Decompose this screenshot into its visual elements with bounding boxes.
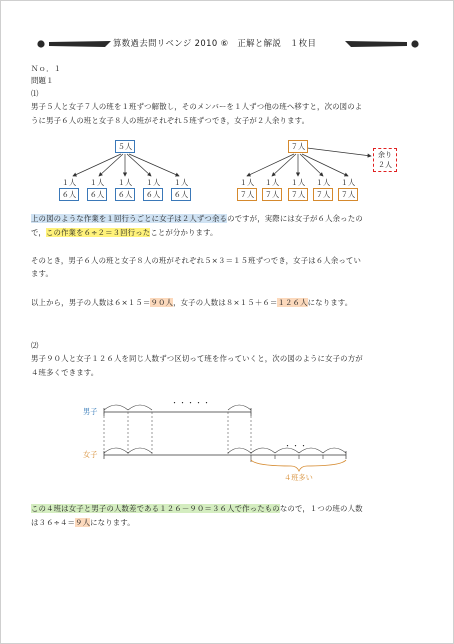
part2-label: ⑵ bbox=[31, 341, 39, 350]
boys-bar-ellipsis: ・・・・・ bbox=[171, 399, 211, 407]
header-bar-right bbox=[345, 41, 407, 47]
groups-line2: ます。 bbox=[31, 269, 54, 278]
groups-line1: そのとき，男子６人の班と女子８人の班がそれぞれ５×３＝１５班ずつでき，女子は６人余ってい bbox=[31, 256, 362, 265]
page-title: 算数過去問リベンジ 2010 ⑥ 正解と解説 １枚目 bbox=[113, 38, 317, 48]
boy-plus-label: １人 bbox=[89, 178, 105, 187]
part1-text-line1: 男子５人と女子７人の班を１班ずつ解散し，そのメンバーを１人ずつ他の班へ移すと，次の図のよ bbox=[31, 102, 363, 111]
header-decoration bbox=[1, 1, 454, 61]
extra-groups-brace bbox=[251, 460, 346, 471]
boy-group: ６人 bbox=[171, 188, 191, 201]
girl-plus-label: １人 bbox=[315, 178, 331, 187]
girl-group-before: ７人 bbox=[262, 188, 282, 201]
extra-bar-ellipsis: ・・・ bbox=[284, 442, 308, 450]
boy-group: ６人 bbox=[87, 188, 107, 201]
remainder-box bbox=[373, 148, 397, 172]
boy-plus-label: １人 bbox=[117, 178, 133, 187]
boy-group: ６人 bbox=[59, 188, 79, 201]
girl-group-before: ７人 bbox=[237, 188, 257, 201]
girls-bar-label: 女子 bbox=[83, 450, 98, 459]
part1-text-line2: うに男子６人の班と女子８人の班がそれぞれ５班ずつでき，女子が２人余ります。 bbox=[31, 116, 310, 125]
boy-arrows bbox=[73, 154, 179, 176]
highlight-difference: この４班は女子と男子の人数差である１２６－９０＝３６人で作ったもの bbox=[31, 504, 280, 513]
girl-group-before: ７人 bbox=[313, 188, 333, 201]
part1-label: ⑴ bbox=[31, 89, 39, 98]
answer-part1: 以上から，男子の人数は６×１５＝９０人，女子の人数は８×１５＋６＝１２６人になります。 bbox=[31, 298, 353, 307]
header-dot-left bbox=[37, 40, 44, 47]
girl-group-before: ７人 bbox=[338, 188, 358, 201]
boy-group: ６人 bbox=[115, 188, 135, 201]
extra-groups-label: ４班多い bbox=[284, 473, 313, 482]
header-dot-right bbox=[411, 40, 418, 47]
boys-bar-label: 男子 bbox=[83, 407, 98, 416]
boy-plus-label: １人 bbox=[145, 178, 161, 187]
conclusion-line2: は３６÷４＝９人になります。 bbox=[31, 518, 135, 527]
girl-group-before: ７人 bbox=[288, 188, 308, 201]
boy-plus-label: １人 bbox=[173, 178, 189, 187]
part2-text-line1: 男子９０人と女子１２６人を同じ人数ずつ区切って班を作っていくと，次の図のように女子の方が bbox=[31, 354, 363, 363]
group-dividers bbox=[104, 412, 251, 455]
part2-text-line2: ４班多くできます。 bbox=[31, 368, 99, 377]
boy-plus-label: １人 bbox=[61, 178, 77, 187]
answer-boys: ９０人 bbox=[150, 298, 174, 307]
header-bar-left bbox=[49, 41, 111, 47]
remainder-label: 余り bbox=[378, 151, 392, 159]
answer-group-size: ９人 bbox=[75, 518, 91, 527]
remainder-count: ２人 bbox=[378, 161, 392, 169]
answer-girls: １２６人 bbox=[277, 298, 308, 307]
highlight-rounds: この作業を６÷２＝３回行った bbox=[45, 228, 151, 237]
boy-group: ６人 bbox=[143, 188, 163, 201]
girl-group-top: ７人 bbox=[288, 140, 308, 153]
highlight-remainder-per-round: 上の図のような作業を１回行うごとに女子は２人ずつ余る bbox=[31, 214, 228, 223]
girl-plus-label: １人 bbox=[290, 178, 306, 187]
explanation-line1: 上の図のような作業を１回行うごとに女子は２人ずつ余るのですが，実際には女子が６人余ったの bbox=[31, 214, 363, 223]
girl-plus-label: １人 bbox=[340, 178, 356, 187]
boy-group-top: ５人 bbox=[115, 140, 135, 153]
segment-diagram bbox=[1, 396, 454, 476]
explanation-line2: で，この作業を６÷２＝３回行ったことが分かります。 bbox=[31, 228, 218, 237]
conclusion-line1: この４班は女子と男子の人数差である１２６－９０＝３６人で作ったものなので，１つの班の人数 bbox=[31, 504, 363, 513]
section-number: Ｎｏ．１ bbox=[31, 64, 62, 73]
girl-plus-label: １人 bbox=[264, 178, 280, 187]
problem-heading: 問題１ bbox=[31, 76, 54, 85]
girl-plus-label: １人 bbox=[239, 178, 255, 187]
girl-arrows bbox=[247, 148, 371, 176]
